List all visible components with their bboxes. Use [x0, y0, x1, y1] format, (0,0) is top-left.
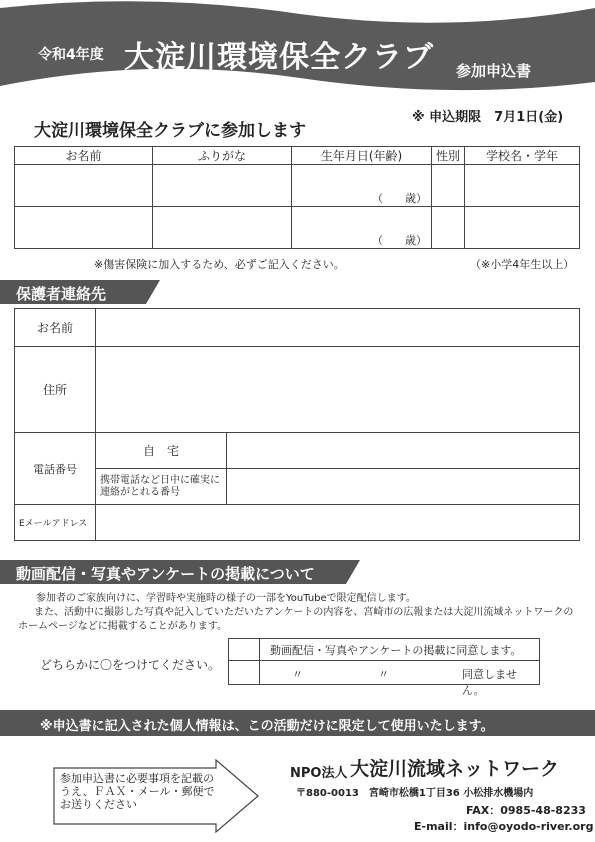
- age-placeholder: （ 歳）: [372, 192, 427, 205]
- home-phone-label: 自 宅: [96, 433, 227, 469]
- mobile-phone-field[interactable]: [227, 469, 580, 505]
- mobile-phone-label: 携帯電話など日中に確実に連絡がとれる番号: [96, 469, 227, 505]
- participant-heading: 大淀川環境保全クラブに参加します: [34, 121, 306, 141]
- org-address: 〒880-0013 宮崎市松橋1丁目36 小松排水機場内: [296, 788, 534, 799]
- guardian-name-field[interactable]: [96, 309, 580, 347]
- col-header-furigana: ふりがな: [153, 147, 292, 165]
- col-header-gender: 性別: [432, 147, 465, 165]
- header-prefix: 令和4年度: [38, 47, 104, 63]
- school-field[interactable]: [465, 207, 580, 249]
- birthdate-field[interactable]: [292, 165, 432, 207]
- email-label: Eメールアドレス: [15, 505, 96, 541]
- participant-row: [15, 207, 580, 249]
- media-paragraph-1: 参加者のご家族向けに、学習時や実施時の様子の一部をYouTubeで限定配信します。: [36, 593, 416, 604]
- school-field[interactable]: [465, 165, 580, 207]
- deadline-text: ※ 申込期限 7月1日(金): [412, 110, 564, 125]
- phone-label: 電話番号: [15, 433, 96, 505]
- col-header-birthdate: 生年月日(年齢): [292, 147, 432, 165]
- media-section-title: 動画配信・写真やアンケートの掲載について: [16, 565, 315, 583]
- consent-agree-circle[interactable]: [229, 639, 260, 661]
- furigana-field[interactable]: [153, 165, 292, 207]
- org-type: NPO法人: [290, 766, 348, 781]
- ditto-mark-1: 〃: [292, 668, 303, 681]
- submit-arrow-text: 参加申込書に必要事項を記載のうえ、ＦＡＸ・メール・郵便でお送りください: [60, 772, 215, 811]
- email-field[interactable]: [96, 505, 580, 541]
- consent-agree-label: 動画配信・写真やアンケートの掲載に同意します。: [260, 639, 540, 661]
- org-email: E-mail：info@oyodo-river.org: [414, 820, 594, 833]
- header-title: 大淀川環境保全クラブ: [124, 40, 434, 75]
- ditto-mark-2: 〃: [378, 668, 389, 681]
- gender-field[interactable]: [432, 165, 465, 207]
- participant-row: [15, 165, 580, 207]
- guardian-section-title: 保護者連絡先: [16, 285, 107, 303]
- furigana-field[interactable]: [153, 207, 292, 249]
- age-requirement-note: （※小学4年生以上）: [470, 258, 575, 271]
- address-label: 住所: [15, 347, 96, 433]
- insurance-note: ※傷害保険に加入するため、必ずご記入ください。: [94, 258, 345, 271]
- consent-disagree-circle[interactable]: [229, 661, 260, 685]
- privacy-notice-text: ※申込書に記入された個人情報は、この活動だけに限定して使用いたします。: [40, 719, 494, 734]
- home-phone-field[interactable]: [227, 433, 580, 469]
- guardian-name-label: お名前: [15, 309, 96, 347]
- birthdate-field[interactable]: [292, 207, 432, 249]
- choose-prompt: どちらかに〇をつけてください。: [40, 658, 221, 672]
- consent-table: [228, 638, 540, 697]
- consent-disagree-row: [260, 661, 540, 697]
- media-paragraph-2: また、活動中に撮影した写真や記入していただいたアンケートの内容を、宮崎市の広報または大淀川流域ネットワークのホームページなどに掲載することがあります。: [18, 607, 574, 632]
- participant-table: [14, 146, 580, 249]
- org-fax: FAX：0985-48-8233: [466, 804, 586, 817]
- name-field[interactable]: [15, 165, 153, 207]
- guardian-table: [14, 308, 580, 541]
- header-suffix: 参加申込書: [456, 62, 532, 80]
- age-placeholder: （ 歳）: [372, 234, 427, 247]
- address-field[interactable]: [96, 347, 580, 433]
- col-header-school: 学校名・学年: [465, 147, 580, 165]
- col-header-name: お名前: [15, 147, 153, 165]
- name-field[interactable]: [15, 207, 153, 249]
- gender-field[interactable]: [432, 207, 465, 249]
- org-name: 大淀川流域ネットワーク: [350, 758, 560, 780]
- consent-disagree-label: 同意しません。: [462, 668, 517, 697]
